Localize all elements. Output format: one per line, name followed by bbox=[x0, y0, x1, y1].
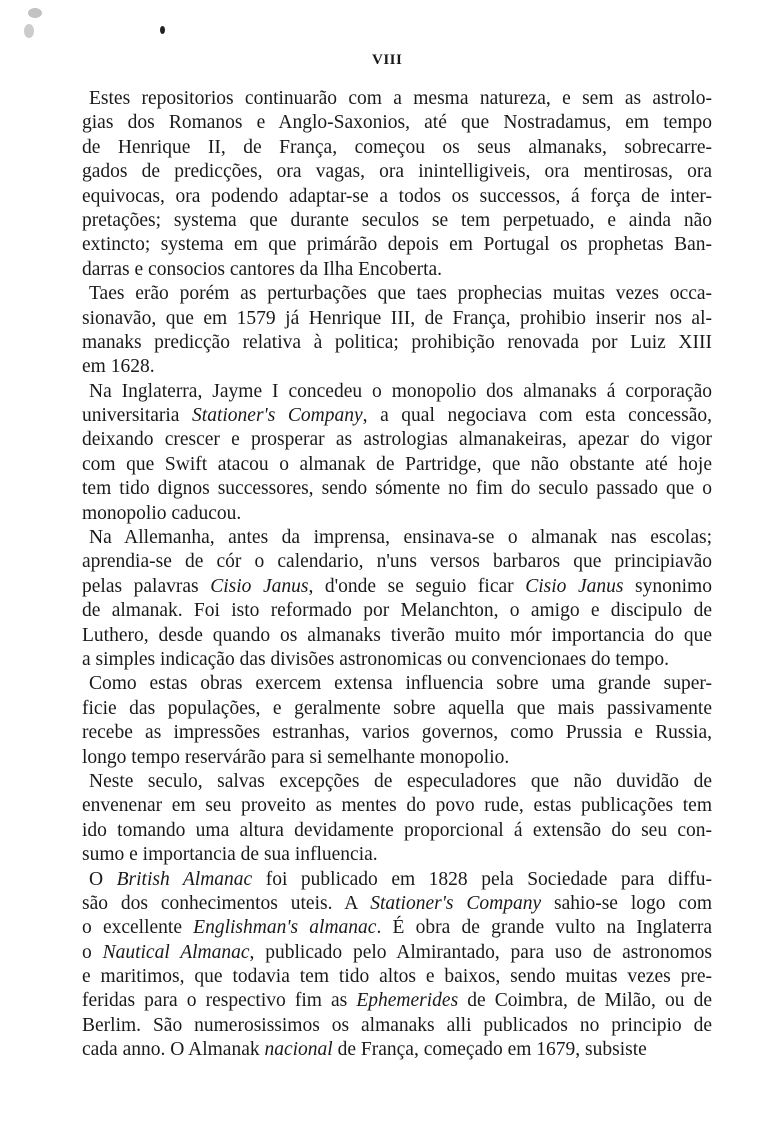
text-line bbox=[82, 989, 712, 1013]
text-segment: manaks predicção relativa à politica; prohibição renovada por Luiz XIII bbox=[82, 331, 712, 353]
text-segment: darras e consocios cantores da Ilha Encoberta. bbox=[82, 258, 443, 280]
text-segment: de França, começado em 1679, subsiste bbox=[332, 1039, 647, 1061]
text-segment: recebe as impressões estranhas, varios governos, como Prussia e Russia, bbox=[82, 722, 712, 744]
text-segment: . É obra de grande vulto na Inglaterra bbox=[376, 917, 712, 939]
text-segment: são dos conhecimentos uteis. A bbox=[82, 892, 371, 914]
text-segment: feridas para o respectivo fim as bbox=[82, 990, 357, 1012]
text-segment: Na Inglaterra, Jayme I concedeu o monopolio dos almanaks á corporação bbox=[89, 380, 712, 402]
text-line bbox=[82, 892, 712, 916]
paragraph bbox=[82, 380, 712, 526]
text-segment: envenenar em seu proveito as mentes do povo rude, estas publicações tem bbox=[82, 795, 712, 817]
text-line bbox=[82, 453, 712, 477]
text-line bbox=[82, 185, 712, 209]
text-segment: deixando crescer e prosperar as astrologias almanakeiras, apezar do vigor bbox=[82, 429, 712, 451]
text-segment: Como estas obras exercem extensa influencia sobre uma grande super- bbox=[89, 673, 712, 695]
text-line bbox=[82, 624, 712, 648]
italic-title: Cisio Janus bbox=[525, 575, 624, 597]
text-line bbox=[82, 746, 712, 770]
text-segment: , publicado pelo Almirantado, para uso de astronomos bbox=[249, 941, 712, 963]
text-line bbox=[82, 941, 712, 965]
text-line bbox=[82, 380, 712, 404]
text-segment: longo tempo reservárão para si semelhante monopolio. bbox=[82, 746, 510, 768]
italic-title: Englishman's almanac bbox=[193, 917, 377, 939]
italic-title: Stationer's Company bbox=[370, 892, 542, 914]
text-segment: sahio-se logo com bbox=[541, 892, 713, 914]
text-line bbox=[82, 258, 712, 282]
text-segment: sumo e importancia de sua influencia. bbox=[82, 844, 378, 866]
text-segment: ido tomando uma altura devidamente proporcional á extensão do seu con- bbox=[82, 819, 712, 841]
text-segment: , a qual negociava com esta concessão, bbox=[362, 405, 713, 427]
text-segment: foi publicado em 1828 pela Sociedade para diffu- bbox=[252, 868, 712, 890]
paragraph bbox=[82, 526, 712, 672]
text-segment: synonimo bbox=[623, 575, 712, 597]
text-segment: pretações; systema que durante seculos se tem perpetuado, e ainda não bbox=[82, 209, 712, 231]
text-line bbox=[82, 721, 712, 745]
text-segment: de almanak. Foi isto reformado por Melanchton, o amigo e discipulo de bbox=[82, 600, 712, 622]
text-line bbox=[82, 428, 712, 452]
text-line bbox=[82, 697, 712, 721]
text-segment: extincto; systema em que primárão depois em Portugal os prophetas Ban- bbox=[82, 234, 712, 256]
text-segment: Taes erão porém as perturbações que taes prophecias muitas vezes occa- bbox=[89, 283, 712, 305]
text-line bbox=[82, 233, 712, 257]
text-segment: em 1628. bbox=[82, 356, 155, 378]
text-segment: e maritimos, que todavia tem tido altos e baixos, sendo muitas vezes pre- bbox=[82, 966, 712, 988]
text-segment: o bbox=[82, 941, 103, 963]
text-line bbox=[82, 307, 712, 331]
paragraph bbox=[82, 672, 712, 770]
text-segment: gados de predicções, ora vagas, ora inintelligiveis, ora mentirosas, ora bbox=[82, 161, 712, 183]
text-segment: Estes repositorios continuarão com a mesma natureza, e sem as astrolo- bbox=[89, 88, 712, 109]
text-line bbox=[82, 794, 712, 818]
text-line bbox=[82, 868, 712, 892]
text-line bbox=[82, 843, 712, 867]
paragraph bbox=[82, 282, 712, 380]
text-segment: universitaria bbox=[82, 405, 193, 427]
text-segment: Na Allemanha, antes da imprensa, ensinava-se o almanak nas escolas; bbox=[89, 527, 712, 549]
text-segment: ficie das populações, e geralmente sobre aquella que mais passivamente bbox=[82, 697, 712, 719]
text-line bbox=[82, 331, 712, 355]
text-line bbox=[82, 87, 712, 111]
text-line bbox=[82, 111, 712, 135]
text-line bbox=[82, 819, 712, 843]
text-line bbox=[82, 209, 712, 233]
text-line bbox=[82, 355, 712, 379]
text-line bbox=[82, 575, 712, 599]
text-line bbox=[82, 550, 712, 574]
paragraph bbox=[82, 868, 712, 1063]
scan-speck bbox=[160, 26, 165, 34]
text-line bbox=[82, 160, 712, 184]
italic-title: Stationer's Company bbox=[192, 405, 363, 427]
text-line bbox=[82, 1014, 712, 1038]
text-line bbox=[82, 502, 712, 526]
text-line bbox=[82, 477, 712, 501]
text-segment: tem tido dignos successores, sendo sómente no fim do seculo passado que o bbox=[82, 478, 712, 500]
text-line bbox=[82, 672, 712, 696]
text-segment: o excellente bbox=[82, 917, 194, 939]
text-line bbox=[82, 1038, 712, 1062]
text-segment: com que Swift atacou o almanak de Partridge, que não obstante até hoje bbox=[82, 453, 712, 475]
text-line bbox=[82, 526, 712, 550]
text-segment: a simples indicação das divisões astronomicas ou convencionaes do tempo. bbox=[82, 648, 670, 670]
italic-title: British Almanac bbox=[116, 868, 253, 890]
text-segment: O bbox=[89, 868, 117, 890]
italic-title: Nautical Almanac bbox=[102, 941, 250, 963]
text-line bbox=[82, 282, 712, 306]
text-segment: monopolio caducou. bbox=[82, 502, 242, 524]
text-segment: cada anno. O Almanak bbox=[82, 1039, 265, 1061]
text-line bbox=[82, 648, 712, 672]
text-line bbox=[82, 136, 712, 160]
text-line bbox=[82, 599, 712, 623]
italic-title: Cisio Janus bbox=[210, 575, 309, 597]
text-segment: aprendia-se de cór o calendario, n'uns versos barbaros que principiavão bbox=[82, 551, 712, 573]
scan-speck bbox=[28, 8, 42, 18]
text-segment: , d'onde se seguio ficar bbox=[308, 575, 526, 597]
body-text bbox=[82, 87, 712, 1063]
text-segment: de Henrique II, de França, começou os seus almanaks, sobrecarre- bbox=[82, 136, 712, 158]
text-line bbox=[82, 965, 712, 989]
text-segment: gias dos Romanos e Anglo-Saxonios, até que Nostradamus, em tempo bbox=[82, 112, 712, 134]
text-segment: Berlim. São numerosissimos os almanaks alli publicados no principio de bbox=[82, 1014, 712, 1036]
text-line bbox=[82, 916, 712, 940]
text-line bbox=[82, 770, 712, 794]
page-number: VIII bbox=[372, 52, 403, 68]
text-segment: de Coimbra, de Milão, ou de bbox=[458, 990, 712, 1012]
scan-speck bbox=[24, 24, 34, 38]
text-segment: equivocas, ora podendo adaptar-se a todos os successos, á força de inter- bbox=[82, 185, 712, 207]
italic-title: nacional bbox=[264, 1039, 333, 1061]
text-segment: pelas palavras bbox=[82, 575, 211, 597]
paragraph bbox=[82, 87, 712, 282]
italic-title: Ephemerides bbox=[356, 990, 459, 1012]
text-segment: Luthero, desde quando os almanaks tiverão muito mór importancia do que bbox=[82, 624, 712, 646]
text-segment: sionavão, que em 1579 já Henrique III, de França, prohibio inserir nos al- bbox=[82, 307, 712, 329]
text-line bbox=[82, 404, 712, 428]
paragraph bbox=[82, 770, 712, 868]
text-segment: Neste seculo, salvas excepções de especuladores que não duvidão de bbox=[89, 770, 712, 792]
